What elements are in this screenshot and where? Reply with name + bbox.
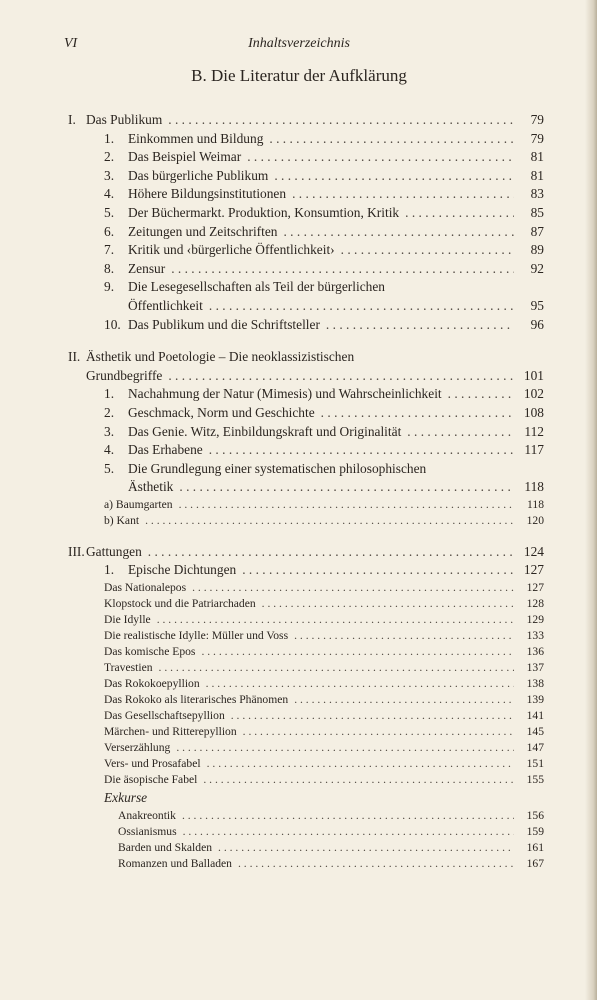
entry-title: Öffentlichkeit — [128, 297, 203, 313]
entry-page: 139 — [526, 693, 544, 707]
dot-leader — [203, 772, 514, 788]
entry-page: 81 — [530, 167, 544, 183]
dot-leader — [179, 478, 514, 497]
dot-leader — [274, 167, 514, 186]
entry-title: Barden und Skalden — [118, 841, 213, 855]
entry-title: Die Grundlegung einer systematischen philosophischen — [128, 460, 427, 476]
dot-leader — [171, 260, 514, 279]
entry-title: Grundbegriffe — [86, 367, 163, 383]
entry-number: 4. — [104, 442, 115, 458]
entry-page: 85 — [530, 204, 544, 220]
entry-page: 89 — [530, 242, 544, 258]
chapter-entry-cont — [86, 297, 544, 316]
entry-title: Verserzählung — [104, 741, 171, 755]
entry-number: 4. — [104, 186, 115, 202]
dot-leader — [448, 385, 514, 404]
subsection-entry — [86, 676, 544, 692]
chapter-entry — [86, 460, 544, 479]
excursus-entry — [86, 808, 544, 824]
entry-title: Ossianismus — [118, 825, 177, 839]
entry-page: 83 — [530, 186, 544, 202]
entry-title: Travestien — [104, 661, 153, 675]
entry-title: a) Baumgarten — [104, 497, 173, 511]
entry-page: 87 — [530, 223, 544, 239]
entry-page: 128 — [526, 597, 544, 611]
entry-page: 137 — [526, 661, 544, 675]
dot-leader — [269, 130, 514, 149]
dot-leader — [405, 204, 514, 223]
dot-leader — [292, 185, 514, 204]
entry-page: 155 — [526, 773, 544, 787]
entry-title: Das Nationalepos — [104, 581, 187, 595]
entry-page: 118 — [527, 497, 544, 511]
subsection-entry — [86, 580, 544, 596]
entry-title: Das Publikum — [86, 112, 163, 127]
entry-number: 1. — [104, 130, 115, 146]
entry-title: Das Erhabene — [128, 442, 203, 458]
chapter-entry — [86, 278, 544, 297]
part-heading — [68, 111, 544, 130]
dot-leader — [294, 692, 514, 708]
entry-page: 102 — [523, 386, 544, 402]
dot-leader — [247, 148, 514, 167]
chapter-entry — [86, 385, 544, 404]
entry-number: 3. — [104, 167, 115, 183]
entry-page: 161 — [526, 841, 544, 855]
entry-page: 145 — [526, 725, 544, 739]
dot-leader — [341, 241, 514, 260]
entry-title: Das Rokokoepyllion — [104, 677, 200, 691]
entry-number: 1. — [104, 562, 115, 578]
subsection-entry — [86, 708, 544, 724]
entry-number: 9. — [104, 279, 115, 295]
chapter-entry — [86, 130, 544, 149]
entry-title: Die realistische Idylle: Müller und Voss — [104, 629, 289, 643]
spacer — [86, 334, 544, 348]
entry-page: 147 — [526, 741, 544, 755]
chapter-entry — [86, 260, 544, 279]
dot-leader — [407, 423, 514, 442]
entry-title: Das bürgerliche Publikum — [128, 167, 269, 183]
entry-number: I. — [68, 112, 76, 127]
subsection-entry — [86, 612, 544, 628]
dot-leader — [201, 644, 514, 660]
entry-page: 124 — [523, 543, 544, 559]
dot-leader — [157, 612, 514, 628]
entry-page: 156 — [526, 809, 544, 823]
entry-number: 5. — [104, 204, 115, 220]
running-title: Inhaltsverzeichnis — [248, 36, 350, 51]
entry-number: II. — [68, 349, 81, 365]
entry-number: 1. — [104, 386, 115, 402]
entry-title: Der Büchermarkt. Produktion, Konsumtion, Kritik — [128, 204, 400, 220]
chapter-entry — [86, 167, 544, 186]
entry-page: 151 — [526, 757, 544, 771]
chapter-entry — [86, 423, 544, 442]
entry-number: 3. — [104, 423, 115, 439]
table-of-contents — [68, 111, 544, 872]
dot-leader — [209, 441, 514, 460]
excursus-entry — [86, 840, 544, 856]
entry-title: Nachahmung der Natur (Mimesis) und Wahrscheinlichkeit — [128, 386, 442, 402]
entry-title: b) Kant — [104, 513, 140, 527]
subsection-entry — [86, 628, 544, 644]
entry-page: 118 — [524, 479, 544, 495]
subsection-entry — [86, 756, 544, 772]
entry-title: Die Lesegesellschaften als Teil der bürgerlichen — [128, 279, 385, 295]
subsection-entry — [86, 596, 544, 612]
chapter-entry — [86, 441, 544, 460]
dot-leader — [207, 756, 514, 772]
entry-number: 7. — [104, 242, 115, 258]
entry-page: 112 — [524, 423, 544, 439]
entry-page: 101 — [523, 367, 544, 383]
dot-leader — [183, 824, 514, 840]
entry-title: Zeitungen und Zeitschriften — [128, 223, 278, 239]
entry-page: 117 — [524, 442, 544, 458]
subsection-entry — [86, 692, 544, 708]
entry-title: Das Beispiel Weimar — [128, 149, 242, 165]
spacer — [86, 529, 544, 543]
entry-number: 5. — [104, 460, 115, 476]
dot-leader — [262, 596, 514, 612]
entry-title: Kritik und ‹bürgerliche Öffentlichkeit› — [128, 242, 335, 258]
entry-number: III. — [68, 543, 85, 559]
entry-page: 96 — [530, 316, 544, 332]
section-title: B. Die Literatur der Aufklärung — [191, 66, 407, 85]
dot-leader — [242, 561, 514, 580]
entry-title: Gattungen — [86, 543, 142, 559]
subsection-entry — [86, 740, 544, 756]
subsection-entry — [86, 497, 544, 513]
subsection-entry — [86, 660, 544, 676]
entry-number: 6. — [104, 223, 115, 239]
entry-title: Märchen- und Ritterepyllion — [104, 725, 237, 739]
dot-leader — [206, 676, 514, 692]
entry-title: Zensur — [128, 260, 166, 276]
dot-leader — [326, 316, 514, 335]
dot-leader — [168, 367, 514, 386]
entry-page: 79 — [530, 130, 544, 146]
entry-page: 108 — [523, 404, 544, 420]
entry-page: 129 — [526, 613, 544, 627]
chapter-entry — [86, 316, 544, 335]
page-edge-shadow — [585, 0, 597, 1000]
chapter-entry — [86, 204, 544, 223]
entry-title: Das komische Epos — [104, 645, 196, 659]
dot-leader — [182, 808, 514, 824]
entry-title: Einkommen und Bildung — [128, 130, 264, 146]
excursus-entry — [86, 824, 544, 840]
subsection-entry — [86, 644, 544, 660]
entry-number: 2. — [104, 404, 115, 420]
entry-title: Epische Dichtungen — [128, 562, 237, 578]
dot-leader — [283, 223, 514, 242]
entry-title: Ästhetik — [128, 479, 174, 495]
part-heading — [68, 348, 544, 367]
entry-page: 120 — [526, 513, 544, 527]
entry-page: 92 — [530, 260, 544, 276]
entry-title: Vers- und Prosafabel — [104, 757, 201, 771]
chapter-entry — [86, 404, 544, 423]
entry-page: 141 — [526, 709, 544, 723]
chapter-entry — [86, 148, 544, 167]
entry-page: 159 — [526, 825, 544, 839]
chapter-entry-cont — [86, 478, 544, 497]
entry-page: 79 — [530, 112, 544, 127]
excursus-entry — [86, 856, 544, 872]
chapter-entry — [86, 185, 544, 204]
chapter-entry — [86, 241, 544, 260]
subsection-entry — [86, 513, 544, 529]
entry-title: Das Genie. Witz, Einbildungskraft und Originalität — [128, 423, 402, 439]
part-heading-cont — [86, 367, 544, 386]
entry-title: Klopstock und die Patriarchaden — [104, 597, 256, 611]
entry-page: 138 — [526, 677, 544, 691]
entry-number: 8. — [104, 260, 115, 276]
entry-title: Das Gesellschaftsepyllion — [104, 709, 225, 723]
entry-page: 127 — [526, 581, 544, 595]
chapter-entry — [86, 223, 544, 242]
subsection-entry — [86, 724, 544, 740]
entry-title: Romanzen und Balladen — [118, 857, 232, 871]
dot-leader — [218, 840, 514, 856]
dot-leader — [231, 708, 514, 724]
entry-title: Das Rokoko als literarisches Phänomen — [104, 693, 289, 707]
dot-leader — [145, 513, 514, 529]
part-heading — [68, 543, 544, 562]
dot-leader — [168, 111, 514, 130]
entry-page: 167 — [526, 857, 544, 871]
entry-page: 127 — [523, 562, 544, 578]
entry-title: Die äsopische Fabel — [104, 773, 198, 787]
dot-leader — [294, 628, 514, 644]
dot-leader — [159, 660, 514, 676]
dot-leader — [321, 404, 514, 423]
subsection-entry — [86, 772, 544, 788]
entry-title: Geschmack, Norm und Geschichte — [128, 404, 315, 420]
entry-page: 95 — [530, 297, 544, 313]
entry-page: 136 — [526, 645, 544, 659]
dot-leader — [148, 543, 514, 562]
entry-title: Anakreontik — [118, 809, 176, 823]
dot-leader — [192, 580, 514, 596]
entry-number: 2. — [104, 149, 115, 165]
dot-leader — [179, 497, 514, 513]
entry-number: 10. — [104, 316, 121, 332]
entry-title: Ästhetik und Poetologie – Die neoklassizistischen — [86, 349, 355, 365]
entry-page: 133 — [526, 629, 544, 643]
entry-title: Die Idylle — [104, 613, 151, 627]
dot-leader — [238, 856, 514, 872]
dot-leader — [243, 724, 514, 740]
dot-leader — [176, 740, 514, 756]
chapter-entry — [86, 561, 544, 580]
page-number: VI — [64, 36, 78, 51]
entry-title: Das Publikum und die Schriftsteller — [128, 316, 320, 332]
excursus-heading: Exkurse — [104, 790, 148, 806]
dot-leader — [209, 297, 514, 316]
entry-title: Höhere Bildungsinstitutionen — [128, 186, 287, 202]
entry-page: 81 — [530, 149, 544, 165]
